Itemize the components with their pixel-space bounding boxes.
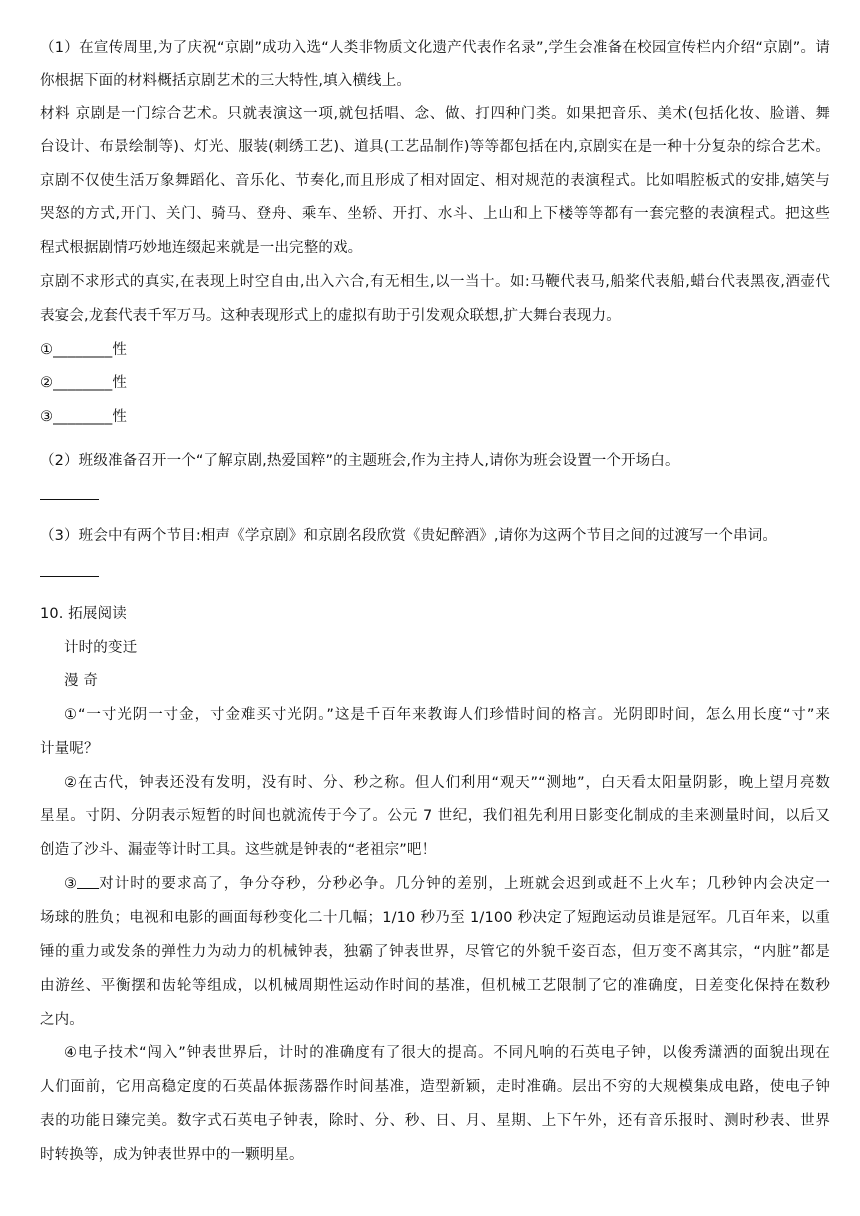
paragraph-4-cont: 人们面前，它用高稳定度的石英晶体振荡器作时间基准，造型新颖，走时准确。层出不穷的大规模集成电路，使电子钟 — [40, 1079, 830, 1095]
paragraph-3-cont: 由游丝、平衡摆和齿轮等组成，以机械周期性运动作时间的基准，但机械工艺限制了它的准确度，日差变化保持在数秒 — [40, 978, 830, 994]
paragraph-3 — [64, 874, 830, 896]
question-1-text: （1）在宣传周里,为了庆祝“京剧”成功入选“人类非物质文化遗产代表作名录”,学生会准备在校园宣传栏内介绍“京剧”。请 — [40, 40, 830, 56]
question-3-text: （3）班会中有两个节目:相声《学京剧》和京剧名段欣赏《贵妃醉酒》,请你为这两个节目之间的过渡写一个串词。 — [40, 528, 778, 544]
answer-line-q2[interactable] — [40, 499, 99, 500]
paragraph-3-cont: 锤的重力或发条的弹性力为动力的机械钟表，独霸了钟表世界，尽管它的外貌千姿百态，但万变不离其宗，“内脏”都是 — [40, 944, 830, 960]
section-heading: 10. 拓展阅读 — [40, 606, 127, 622]
answer-blank-3[interactable]: ③________性 — [40, 409, 127, 425]
material-line: 表宴会,龙套代表千军万马。这种表现形式上的虚拟有助于引发观众联想,扩大舞台表现力。 — [40, 308, 621, 324]
paragraph-4-cont: 表的功能日臻完美。数字式石英电子钟表，除时、分、秒、日、月、星期、上下午外，还有音乐报时、测时秒表、世界 — [40, 1113, 830, 1129]
paragraph-1-cont: 计量呢？ — [40, 741, 99, 757]
material-line: 京剧不求形式的真实,在表现上时空自由,出入六合,有无相生,以一当十。如:马鞭代表马,船桨代表船,蜡台代表黑夜,酒壶代 — [40, 274, 830, 290]
article-title: 计时的变迁 — [64, 640, 138, 656]
paragraph-3-blank[interactable] — [77, 874, 99, 889]
paragraph-2: ②在古代，钟表还没有发明，没有时、分、秒之称。但人们利用“观天”“测地”，白天看太阳量阴影，晚上望月亮数 — [64, 775, 830, 791]
material-line: 台设计、布景绘制等)、灯光、服装(刺绣工艺)、道具(工艺品制作)等等都包括在内,京剧实在是一种十分复杂的综合艺术。 — [40, 139, 830, 155]
paragraph-3-cont: 之内。 — [40, 1012, 84, 1028]
answer-blank-2[interactable]: ②________性 — [40, 375, 127, 391]
material-line: 京剧不仅使生活万象舞蹈化、音乐化、节奏化,而且形成了相对固定、相对规范的表演程式。比如唱腔板式的安排,嬉笑与 — [40, 173, 830, 189]
material-line: 哭怒的方式,开门、关门、骑马、登舟、乘车、坐轿、开打、水斗、上山和上下楼等等都有一套完整的表演程式。把这些 — [40, 206, 830, 222]
question-1-text-cont: 你根据下面的材料概括京剧艺术的三大特性,填入横线上。 — [40, 73, 412, 89]
paragraph-2-cont: 星星。寸阴、分阴表示短暂的时间也就流传于今了。公元 7 世纪，我们祖先利用日影变化制成的圭来测量时间，以后又 — [40, 808, 830, 824]
paragraph-4-cont: 时转换等，成为钟表世界中的一颗明星。 — [40, 1147, 304, 1163]
article-author: 漫 奇 — [64, 673, 99, 689]
answer-line-q3[interactable] — [40, 576, 99, 577]
material-line: 材料 京剧是一门综合艺术。只就表演这一项,就包括唱、念、做、打四种门类。如果把音乐、美术(包括化妆、脸谱、舞 — [40, 106, 830, 122]
paragraph-2-cont: 创造了沙斗、漏壶等计时工具。这些就是钟表的“老祖宗”吧！ — [40, 842, 437, 858]
paragraph-3-number: ③ — [64, 876, 78, 892]
paragraph-1: ①“一寸光阴一寸金，寸金难买寸光阴。”这是千百年来教诲人们珍惜时间的格言。光阴即时间，怎么用长度“寸”来 — [64, 707, 830, 723]
question-2-text: （2）班级准备召开一个“了解京剧,热爱国粹”的主题班会,作为主持人,请你为班会设置一个开场白。 — [40, 453, 680, 469]
answer-blank-1[interactable]: ①________性 — [40, 342, 127, 358]
paragraph-3-text: 对计时的要求高了，争分夺秒，分秒必争。几分钟的差别，上班就会迟到或赶不上火车；几秒钟内会决定一 — [99, 876, 830, 892]
paragraph-3-cont: 场球的胜负；电视和电影的画面每秒变化二十几幅；1/10 秒乃至 1/100 秒决定了短跑运动员谁是冠军。几百年来，以重 — [40, 910, 830, 926]
material-line: 程式根据剧情巧妙地连缀起来就是一出完整的戏。 — [40, 240, 363, 256]
paragraph-4: ④电子技术“闯入”钟表世界后，计时的准确度有了很大的提高。不同凡响的石英电子钟，以俊秀潇洒的面貌出现在 — [64, 1045, 830, 1061]
